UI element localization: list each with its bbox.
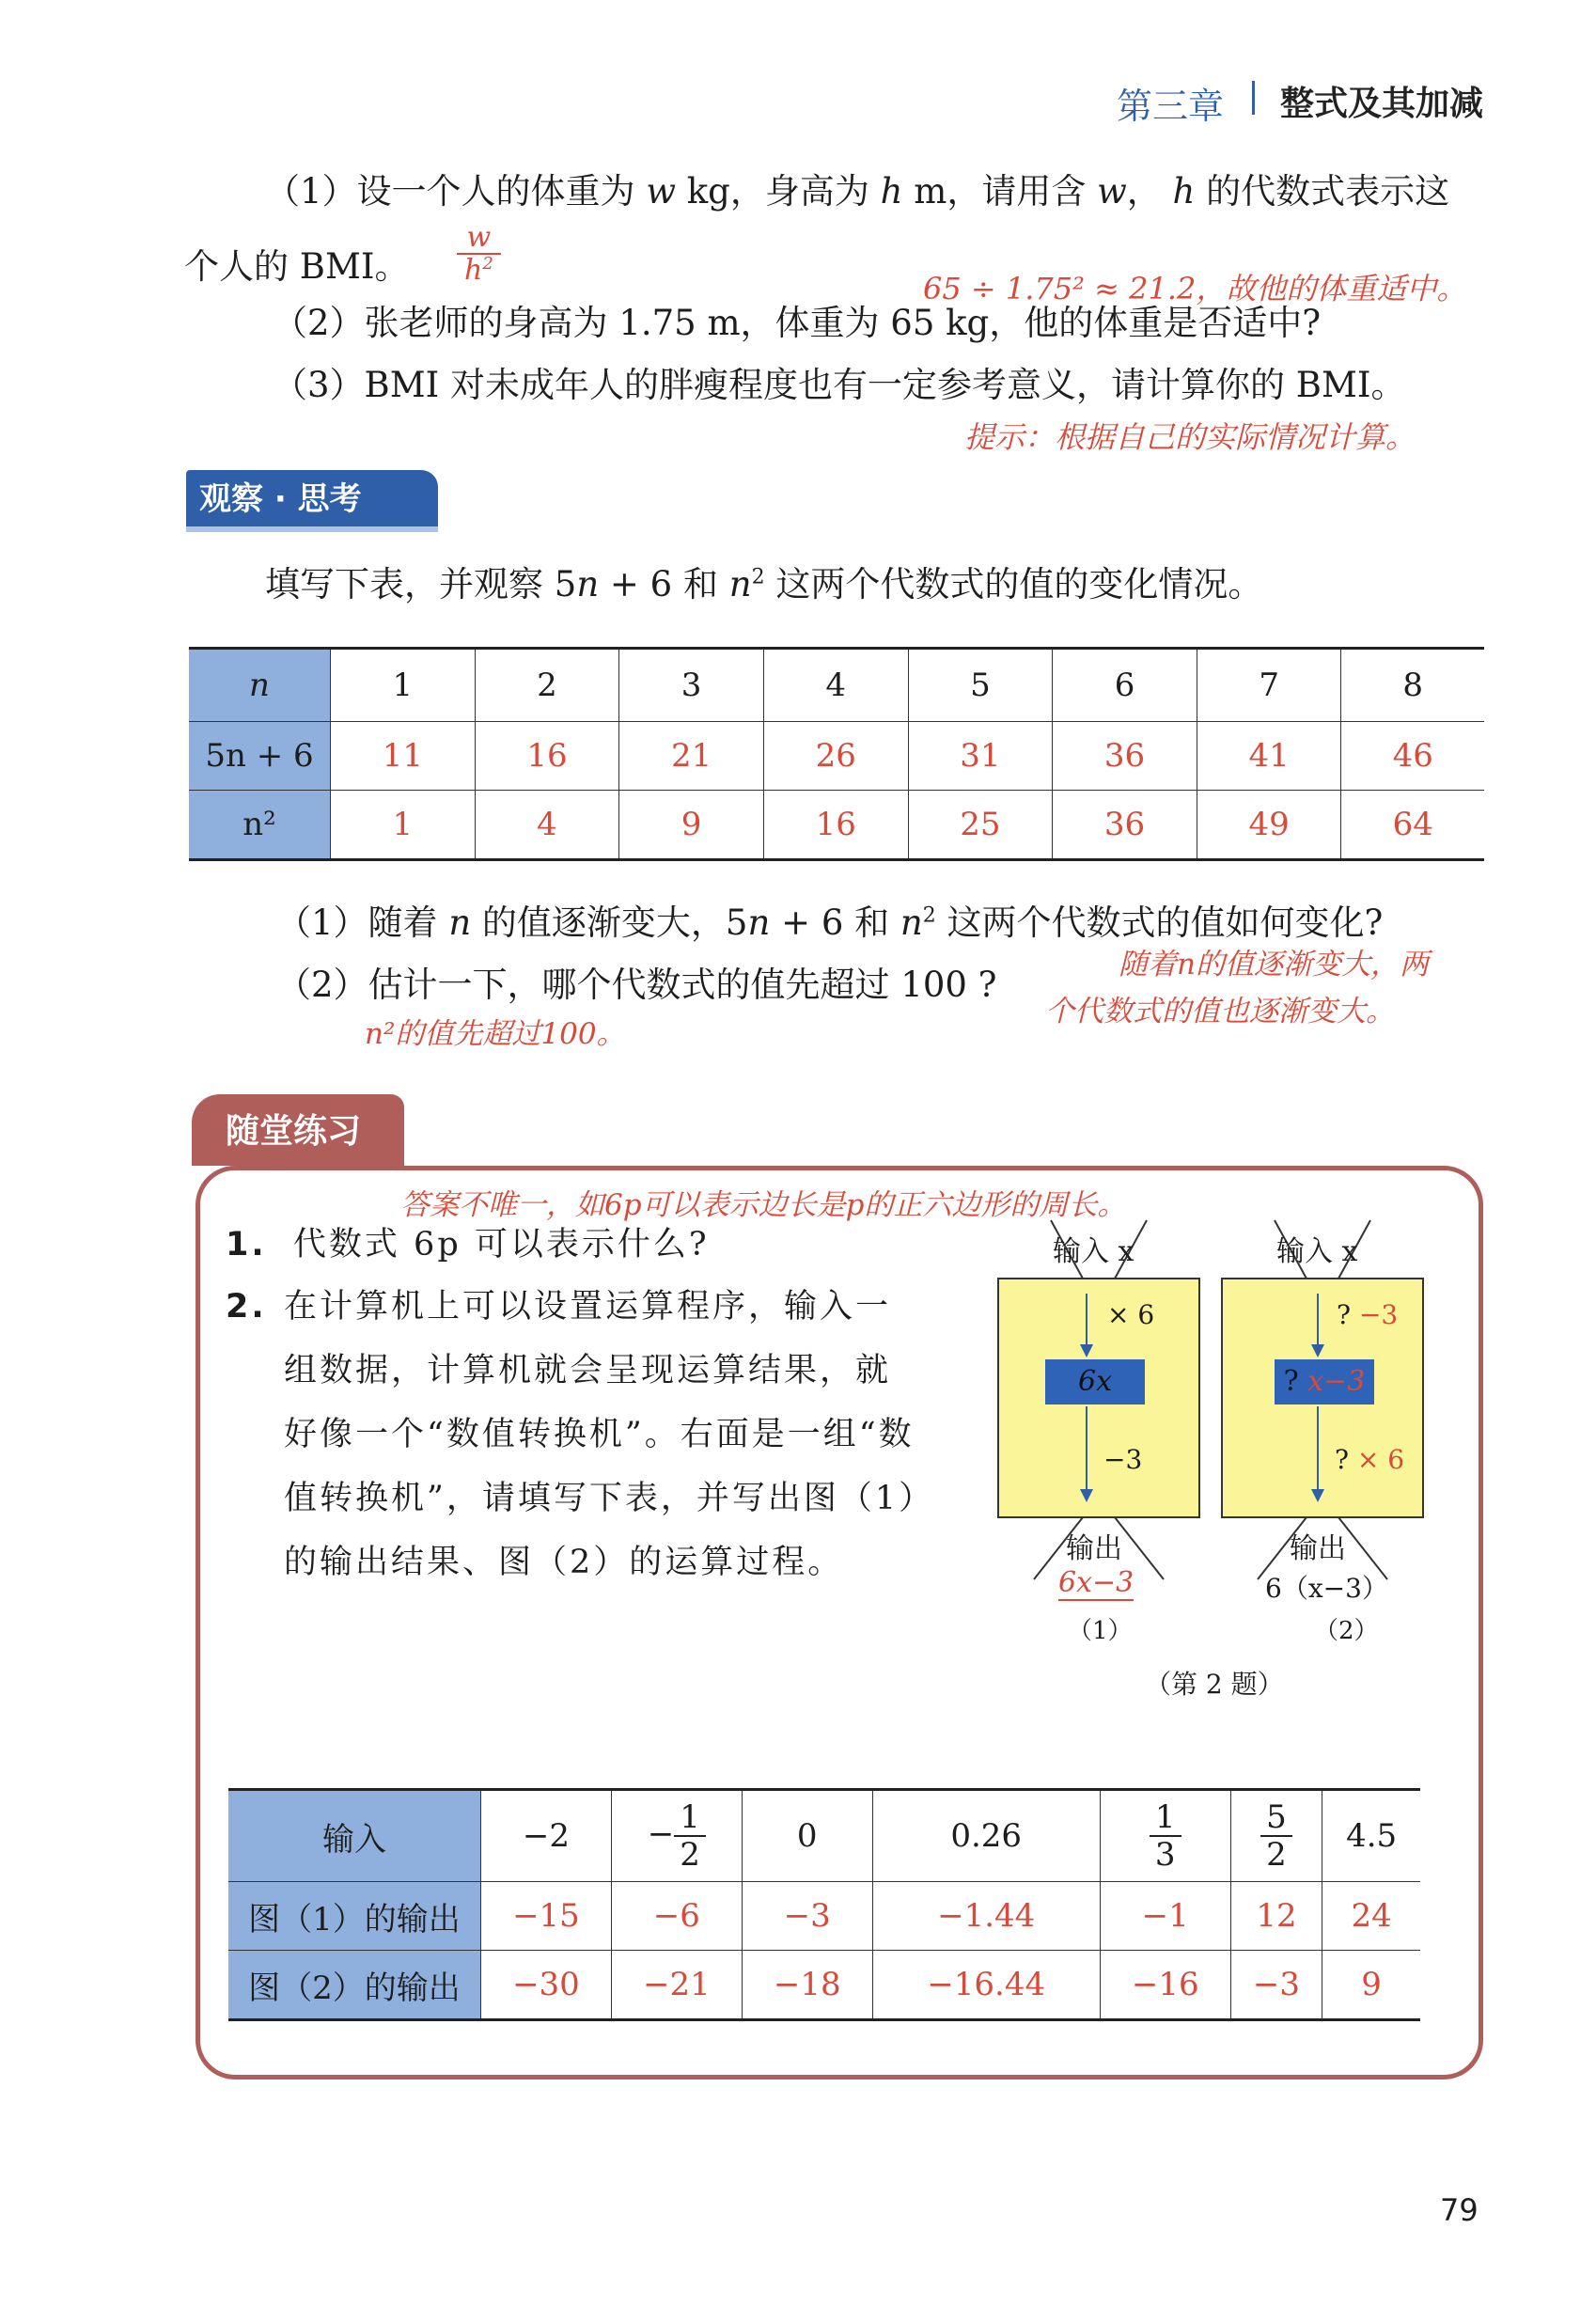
practice-answer-1: 答案不唯一，如6p可以表示边长是p的正六边形的周长。 (400, 1188, 1127, 1222)
table-cell: 5 (908, 649, 1053, 722)
table-cell: −16.44 (872, 1951, 1100, 2020)
table-cell: 2 (475, 649, 619, 722)
practice-question-2: 2. 在计算机上可以设置运算程序，输入一 组数据，计算机就会呈现运算结果，就 好像一个“数值转换机”。右面是一组“数 值转换机”，请填写下表，并写出图（1） 的输出结果、图（2）的运算过程。 (226, 1288, 935, 1581)
table-cell: 24 (1322, 1882, 1420, 1951)
machine-1-label: （1） (1068, 1617, 1133, 1645)
table-cell: 36 (1053, 791, 1197, 860)
row-label-output-2: 图（2）的输出 (228, 1951, 481, 2020)
machine-2-input: 输入 x (1276, 1235, 1358, 1268)
chapter-label: 第三章 (1117, 86, 1225, 127)
table-cell: 1 (331, 649, 476, 722)
table-cell: −3 (1230, 1951, 1322, 2020)
machine-2-result: 6（x−3） (1265, 1573, 1388, 1604)
table-cell: 0 (742, 1790, 872, 1882)
table-cell: 41 (1197, 722, 1341, 791)
section-title-observe: 观察 · 思考 (186, 470, 438, 528)
table-cell: −18 (742, 1951, 872, 2020)
bmi-answer-2: 65 ÷ 1.75² ≈ 21.2，故他的体重适中。 (923, 271, 1467, 306)
bmi-question-1-line2: 个人的 BMI。 (184, 246, 410, 287)
table-cell: −21 (611, 1951, 742, 2020)
section-title-underline (186, 526, 438, 532)
table-cell: 36 (1053, 722, 1197, 791)
machine-2-step1: ? −3 (1337, 1299, 1399, 1330)
machine-2-step2: ? × 6 (1335, 1444, 1405, 1475)
table-cell: 9 (619, 791, 764, 860)
row-label-linear: 5n + 6 (189, 722, 331, 791)
observe-answer-2: n²的值先超过100。 (365, 1017, 626, 1051)
table-cell: −30 (481, 1951, 612, 2020)
table-cell: 25 (908, 791, 1053, 860)
row-label-n: n (189, 649, 331, 722)
table-cell: 4 (763, 649, 908, 722)
machine-2-box: ? x−3 (1275, 1359, 1374, 1405)
machine-1 (996, 1218, 1201, 1645)
chapter-title: 整式及其加减 (1280, 85, 1484, 123)
row-label-square: n² (189, 791, 331, 860)
table-cell: −1 (1100, 1882, 1230, 1951)
machine-1-output: 输出 (1066, 1532, 1122, 1565)
table-cell: 64 (1341, 791, 1484, 860)
figure-caption: （第 2 题） (1145, 1669, 1284, 1700)
row-label-input: 输入 (228, 1790, 481, 1882)
table-row (228, 1951, 1420, 2020)
table-cell: − $\frac{1}{2}$ (611, 1790, 742, 1882)
machine-1-step2: −3 (1103, 1444, 1143, 1475)
bmi-answer-1: w $h^2$ (457, 222, 501, 286)
table-cell: 26 (763, 722, 908, 791)
machine-1-step1: × 6 (1107, 1299, 1155, 1330)
machine-1-box: 6x (1045, 1359, 1145, 1405)
bmi-answer-3: 提示：根据自己的实际情况计算。 (964, 419, 1416, 455)
row-label-output-1: 图（1）的输出 (228, 1882, 481, 1951)
table-row (228, 1882, 1420, 1951)
bmi-question-1: （1）设一个人的体重为 w kg，身高为 h m，请用含 w， h 的代数式表示这 (265, 171, 1450, 212)
table-cell: −6 (611, 1882, 742, 1951)
bmi-question-2: （2）张老师的身高为 1.75 m，体重为 65 kg，他的体重是否适中? (273, 303, 1322, 343)
table-cell: $\frac{1}{3}$ (1100, 1790, 1230, 1882)
machine-2-output: 输出 (1290, 1532, 1346, 1565)
table-cell: 46 (1341, 722, 1484, 791)
table-cell: 4.5 (1322, 1790, 1420, 1882)
observe-question-2: （2）估计一下，哪个代数式的值先超过 100 ? (276, 965, 997, 1005)
table-cell: −16 (1100, 1951, 1230, 2020)
header-divider (1252, 81, 1255, 115)
table-cell: −3 (742, 1882, 872, 1951)
table-cell: 21 (619, 722, 764, 791)
table-cell: 0.26 (872, 1790, 1100, 1882)
table-cell: 16 (475, 722, 619, 791)
practice-question-1: 1. 代数式 6p 可以表示什么? (226, 1226, 710, 1263)
practice-table (228, 1788, 1420, 2021)
observe-answer-1-line1: 随着n的值逐渐变大，两 (1119, 948, 1429, 981)
observe-intro: 填写下表，并观察 5n + 6 和 $n^2$ 这两个代数式的值的变化情况。 (265, 564, 1263, 604)
table-cell: 11 (331, 722, 476, 791)
table-cell: 3 (619, 649, 764, 722)
table-cell: 49 (1197, 791, 1341, 860)
table-cell: −2 (481, 1790, 612, 1882)
table-cell: 4 (475, 791, 619, 860)
machine-2-label: （2） (1314, 1617, 1379, 1645)
observe-table (189, 647, 1484, 861)
table-cell: 16 (763, 791, 908, 860)
observe-answer-1-line2: 个代数式的值也逐渐变大。 (1045, 995, 1395, 1028)
table-cell: 7 (1197, 649, 1341, 722)
table-cell: −1.44 (872, 1882, 1100, 1951)
table-cell: 9 (1322, 1951, 1420, 2020)
table-cell: −15 (481, 1882, 612, 1951)
table-row (189, 791, 1484, 860)
table-cell: 31 (908, 722, 1053, 791)
page-number: 79 (1440, 2192, 1479, 2228)
machine-1-input: 输入 x (1053, 1235, 1134, 1268)
table-cell: 8 (1341, 649, 1484, 722)
table-cell: 12 (1230, 1882, 1322, 1951)
observe-question-1: （1）随着 n 的值逐渐变大，5n + 6 和 $n^2$ 这两个代数式的值如何变化? (276, 902, 1384, 943)
machine-1-result: 6x−3 (1058, 1566, 1134, 1599)
bmi-question-3: （3）BMI 对未成年人的胖瘦程度也有一定参考意义，请计算你的 BMI。 (273, 365, 1406, 405)
table-cell: 6 (1053, 649, 1197, 722)
table-cell: $\frac{5}{2}$ (1230, 1790, 1322, 1882)
table-row (189, 649, 1484, 722)
table-row (189, 722, 1484, 791)
table-cell: 1 (331, 791, 476, 860)
table-row (228, 1790, 1420, 1882)
machine-2 (1220, 1218, 1425, 1645)
practice-tab: 随堂练习 (192, 1094, 404, 1166)
